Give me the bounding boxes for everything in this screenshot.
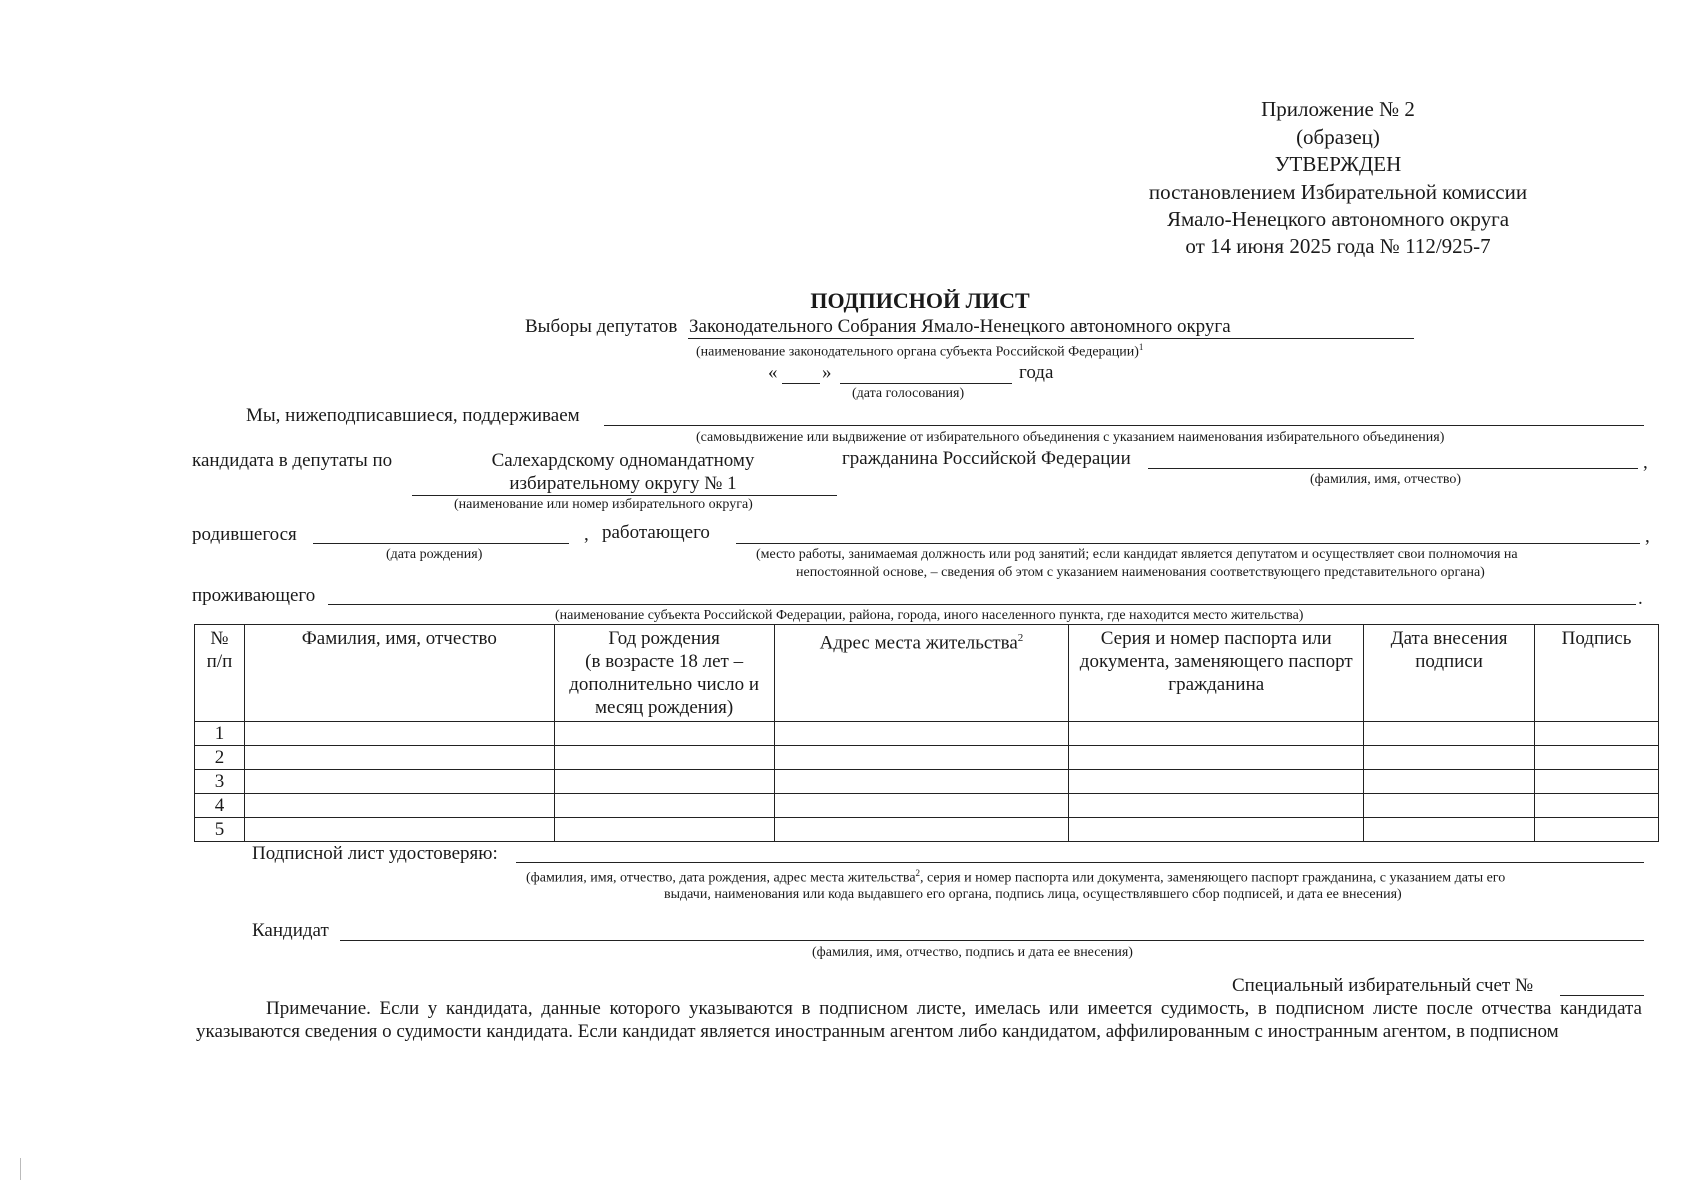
date-day-line [782, 383, 820, 384]
work-caption-line2: непостоянной основе, – сведения об этом с указанием наименования соответствующего представительного органа) [796, 565, 1485, 580]
col-number-header: № п/п [195, 625, 245, 722]
page-title: ПОДПИСНОЙ ЛИСТ [810, 288, 1030, 313]
candidate-sign-line [340, 940, 1644, 941]
support-label: Мы, нижеподписавшиеся, поддерживаем [246, 405, 580, 426]
candidate-label: кандидата в депутаты по [192, 450, 393, 471]
work-line [736, 543, 1640, 544]
support-line [604, 425, 1644, 426]
date-year-suffix: года [1019, 362, 1054, 383]
date-close-quote: » [822, 362, 832, 383]
birth-date-line [313, 543, 569, 544]
residence-caption: (наименование субъекта Российской Федерации, района, города, иного населенного пункта, где находится место жительства) [555, 608, 1304, 623]
date-month-line [840, 383, 1012, 384]
signatures-table [194, 624, 1659, 842]
table-row: 2 [195, 746, 1659, 770]
district-caption: (наименование или номер избирательного округа) [454, 497, 753, 512]
scan-artifact [20, 1158, 21, 1180]
resolution-date: от 14 июня 2025 года № 112/925-7 [1185, 234, 1491, 258]
col-address-header: Адрес места жительства$^2$ [774, 625, 1069, 722]
legislative-body-name: Законодательного Собрания Ямало-Ненецкого автономного округа [689, 316, 1231, 337]
candidate-name-comma: , [1643, 452, 1648, 473]
col-date-header: Дата внесения подписи [1364, 625, 1535, 722]
col-name-header: Фамилия, имя, отчество [244, 625, 554, 722]
appendix-number: Приложение № 2 [1261, 97, 1415, 121]
table-row: 4 [195, 794, 1659, 818]
commission-line: Ямало-Ненецкого автономного округа [1166, 207, 1510, 231]
district-line1: Салехардскому одномандатному [491, 450, 755, 471]
footnote-text: Примечание. Если у кандидата, данные которого указываются в подписном листе, имелась или имеется судимость, в подписном листе после отчества кандидата указываются сведения о судимости кандидата. Если кандидат является иностранным агентом либо кандидатом, аффилированным с иностранным агентом, в подписном [196, 998, 1642, 1042]
residence-line [328, 604, 1636, 605]
sample-mark: (образец) [1296, 125, 1380, 149]
special-account-line [1560, 995, 1644, 996]
table-row: 3 [195, 770, 1659, 794]
work-label: работающего [602, 522, 710, 543]
birth-date-caption: (дата рождения) [386, 547, 483, 562]
candidate-name-line [1148, 468, 1638, 469]
candidate-name-caption: (фамилия, имя, отчество) [1310, 472, 1462, 487]
work-comma: , [1645, 526, 1650, 547]
special-account-label: Специальный избирательный счет № [1232, 975, 1534, 996]
elections-prefix: Выборы депутатов [525, 316, 678, 337]
candidate-sign-label: Кандидат [252, 920, 329, 941]
table-row: 1 [195, 722, 1659, 746]
legislative-body-line [688, 338, 1414, 339]
legislative-body-caption: (наименование законодательного органа субъекта Российской Федерации)$^1$ [696, 342, 1144, 360]
resolution-line: постановлением Избирательной комиссии [1148, 180, 1528, 204]
citizen-label: гражданина Российской Федерации [842, 448, 1131, 469]
table-row: 5 [195, 818, 1659, 842]
residence-label: проживающего [192, 585, 316, 606]
district-line2: избирательному округу № 1 [509, 473, 737, 494]
col-signature-header: Подпись [1535, 625, 1659, 722]
voting-date-caption: (дата голосования) [852, 386, 965, 401]
approved-label: УТВЕРЖДЕН [1274, 152, 1402, 176]
support-caption: (самовыдвижение или выдвижение от избирательного объединения с указанием наименования избирательного объединения) [696, 430, 1445, 445]
born-label: родившегося [192, 524, 297, 545]
candidate-sign-caption: (фамилия, имя, отчество, подпись и дата ее внесения) [812, 945, 1133, 960]
work-caption-line1: (место работы, занимаемая должность или род занятий; если кандидат является депутатом и осуществляет свои полномочия на [756, 547, 1518, 562]
certify-caption-line2: выдачи, наименования или кода выдавшего его органа, подпись лица, осуществлявшего сбор подписей, и дата ее внесения) [664, 887, 1402, 902]
col-passport-header: Серия и номер паспорта или документа, заменяющего паспорт гражданина [1069, 625, 1364, 722]
table-header-row [195, 625, 1659, 722]
residence-dot: . [1638, 588, 1643, 609]
certify-caption-line1: (фамилия, имя, отчество, дата рождения, адрес места жительства$^2$, серия и номер паспорта или документа, заменяющего паспорт гражданина, с указанием даты его [526, 868, 1506, 886]
certify-line [516, 862, 1644, 863]
born-comma: , [584, 524, 589, 545]
col-birth-header: Год рождения (в возрасте 18 лет – дополнительно число и месяц рождения) [554, 625, 774, 722]
date-open-quote: « [768, 362, 778, 383]
certify-label: Подписной лист удостоверяю: [252, 843, 498, 864]
district-line [412, 495, 837, 496]
